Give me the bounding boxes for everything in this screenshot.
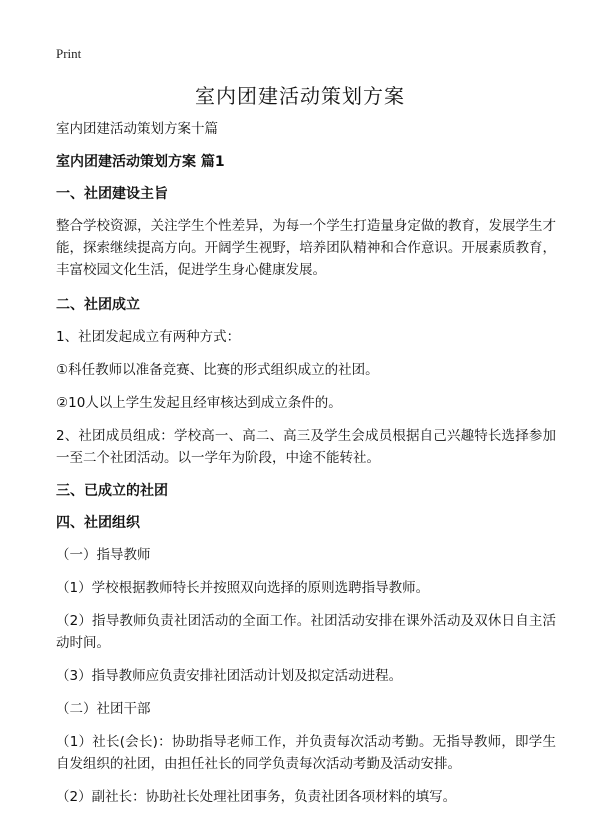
section-2-paragraph-4: 2、社团成员组成：学校高一、高二、高三及学生会成员根据自己兴趣特长选择参加一至二个社团活动。以一学年为阶段，中途不能转社。 <box>56 428 556 466</box>
print-label[interactable]: Print <box>56 46 82 61</box>
section-heading-2: 二、社团成立 <box>56 297 140 313</box>
section-4-paragraph-7: （2）副社长：协助社长处理社团事务，负责社团各项材料的填写。 <box>56 789 457 805</box>
section-4-paragraph-1: （一）指导教师 <box>56 547 151 563</box>
section-2-paragraph-3: ②10人以上学生发起且经审核达到成立条件的。 <box>56 395 342 411</box>
section-4-paragraph-5: （二）社团干部 <box>56 701 151 717</box>
section-2-paragraph-2: ①科任教师以准备竞赛、比赛的形式组织成立的社团。 <box>56 362 379 378</box>
document-body <box>56 118 556 819</box>
page-title: 室内团建活动策划方案 <box>195 84 405 108</box>
section-heading-4: 四、社团组织 <box>56 515 140 531</box>
section-heading-3: 三、已成立的社团 <box>56 483 168 499</box>
section-4-paragraph-3: （2）指导教师负责社团活动的全面工作。社团活动安排在课外活动及双休日自主活动时间。 <box>56 613 556 651</box>
section-4-paragraph-2: （1）学校根据教师特长并按照双向选择的原则选聘指导教师。 <box>56 580 430 596</box>
section-heading-1: 一、社团建设主旨 <box>56 186 168 202</box>
section-4-paragraph-4: （3）指导教师应负责安排社团活动计划及拟定活动进程。 <box>56 668 403 684</box>
section-2-paragraph-1: 1、社团发起成立有两种方式： <box>56 329 241 345</box>
section-4-paragraph-6: （1）社长(会长)：协助指导老师工作，并负责每次活动考勤。无指导教师，即学生自发组织的社团，由担任社长的同学负责每次活动考勤及活动安排。 <box>56 734 556 772</box>
chapter-heading: 室内团建活动策划方案 篇1 <box>56 154 225 170</box>
section-1-paragraph: 整合学校资源，关注学生个性差异，为每一个学生打造量身定做的教育，发展学生才能，探索继续提高方向。开阔学生视野，培养团队精神和合作意识。开展素质教育，丰富校园文化生活，促进学生身心健康发展。 <box>56 218 556 278</box>
document-subtitle: 室内团建活动策划方案十篇 <box>56 121 218 137</box>
